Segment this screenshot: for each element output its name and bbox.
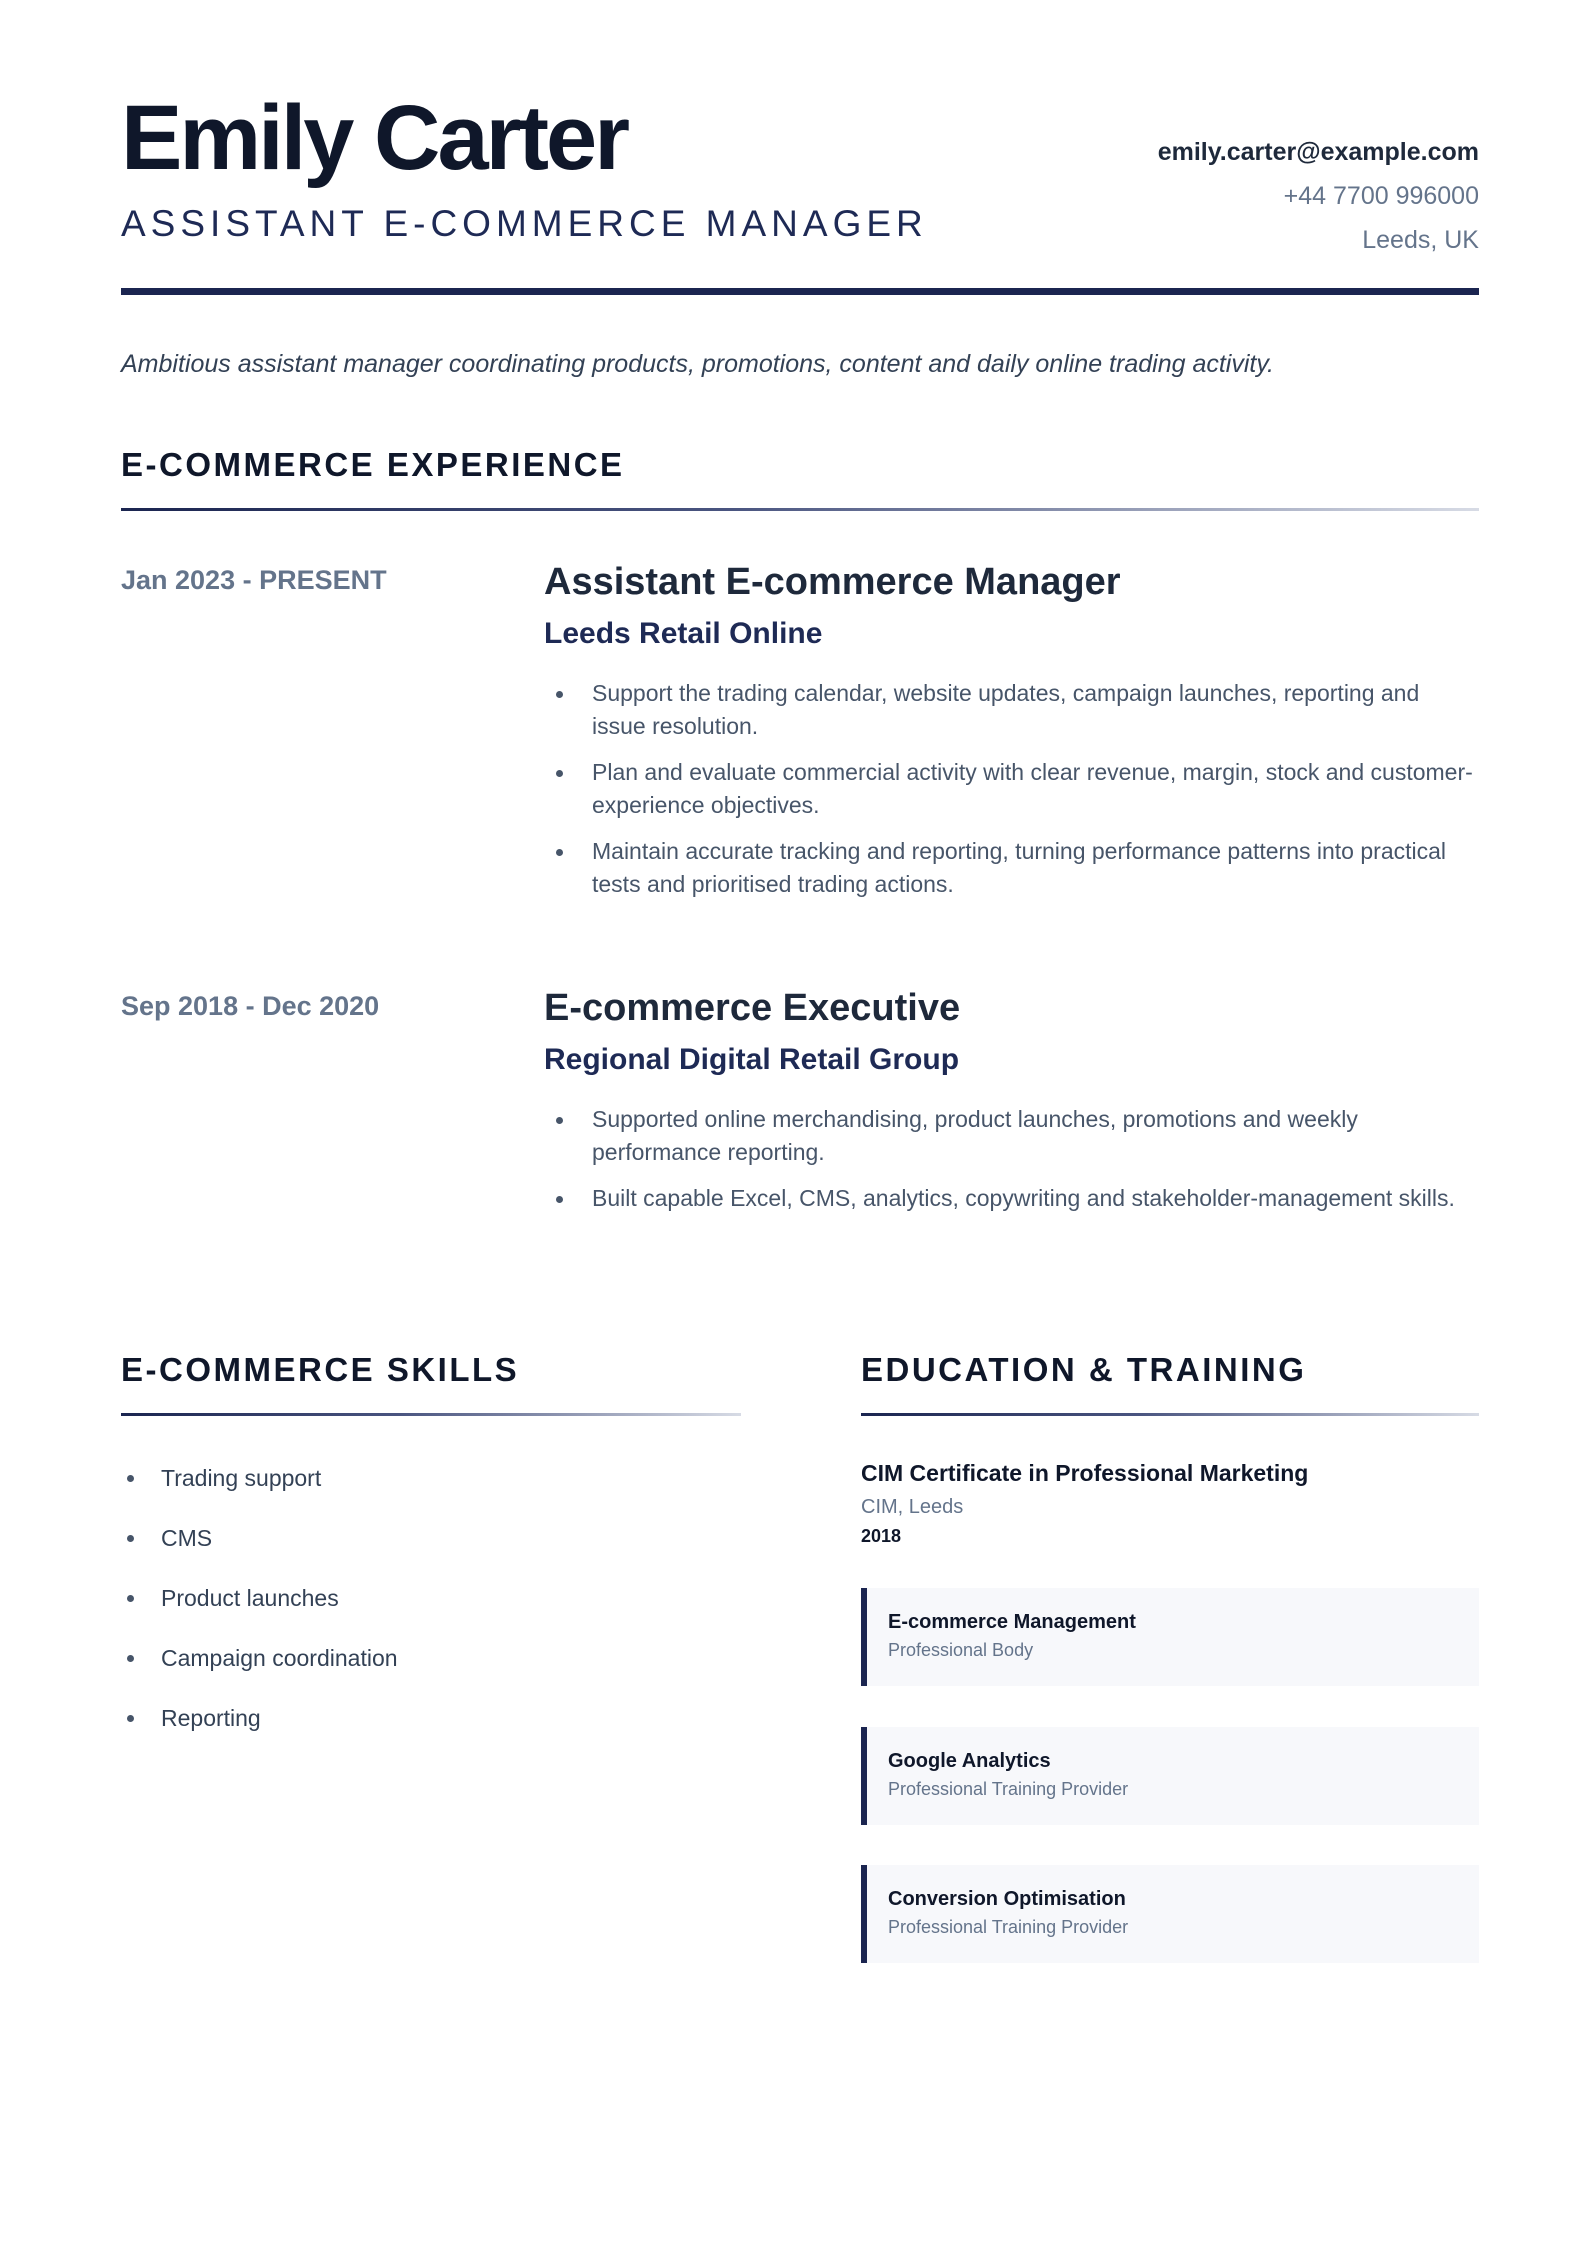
skill-label: CMS (161, 1525, 213, 1551)
job-details (544, 987, 1479, 1228)
list-item (544, 756, 1479, 822)
training-title: E-commerce Management (888, 1611, 1136, 1633)
job-bullets (544, 677, 1479, 901)
bullet-text: Plan and evaluate commercial activity with clear revenue, margin, stock and customer-experience objectives. (592, 759, 1473, 818)
skill-label: Reporting (161, 1705, 261, 1731)
contact-block (1158, 130, 1479, 262)
list-item (121, 1462, 741, 1522)
list-item (121, 1702, 741, 1762)
list-item (544, 1182, 1479, 1215)
header-divider (121, 288, 1479, 295)
experience-divider (121, 508, 1479, 511)
skills-list (121, 1462, 741, 1762)
job-bullets (544, 1103, 1479, 1215)
bullet-icon (556, 1117, 563, 1124)
bullet-icon (127, 1595, 134, 1602)
bullet-icon (127, 1715, 134, 1722)
education-heading: EDUCATION & TRAINING (861, 1351, 1307, 1388)
skill-label: Product launches (161, 1585, 339, 1611)
list-item (121, 1642, 741, 1702)
skill-label: Trading support (161, 1465, 322, 1491)
training-title: Conversion Optimisation (888, 1888, 1126, 1910)
job-role-title: ASSISTANT E-COMMERCE MANAGER (121, 203, 928, 244)
bullet-icon (127, 1535, 134, 1542)
profile-summary: Ambitious assistant manager coordinating products, promotions, content and daily online trading activity. (121, 350, 1274, 378)
list-item (544, 835, 1479, 901)
list-item (544, 1103, 1479, 1169)
training-card (861, 1727, 1479, 1825)
bullet-text: Support the trading calendar, website updates, campaign launches, reporting and issue resolution. (592, 680, 1420, 739)
bullet-text: Built capable Excel, CMS, analytics, copywriting and stakeholder-management skills. (592, 1185, 1455, 1211)
education-title: CIM Certificate in Professional Marketing (861, 1460, 1309, 1486)
education-divider (861, 1413, 1479, 1416)
resume-page (121, 0, 1479, 2246)
education-year: 2018 (861, 1526, 902, 1546)
candidate-name: Emily Carter (121, 87, 628, 189)
contact-email[interactable]: emily.carter@example.com (1157, 138, 1479, 166)
bullet-icon (127, 1655, 134, 1662)
education-entry (861, 1462, 1479, 1545)
job-company: Regional Digital Retail Group (544, 1043, 960, 1076)
skills-heading: E-COMMERCE SKILLS (121, 1351, 520, 1388)
job-title: E-commerce Executive (544, 987, 961, 1029)
bullet-icon (556, 770, 563, 777)
list-item (544, 677, 1479, 743)
list-item (121, 1582, 741, 1642)
training-title: Google Analytics (888, 1750, 1051, 1772)
job-dates: Sep 2018 - Dec 2020 (121, 991, 380, 1021)
bullet-icon (127, 1475, 134, 1482)
job-title: Assistant E-commerce Manager (544, 561, 1121, 603)
contact-location: Leeds, UK (1362, 226, 1479, 254)
training-card (861, 1865, 1479, 1963)
bullet-text: Maintain accurate tracking and reporting, turning performance patterns into practical tests and prioritised trading actions. (592, 838, 1447, 897)
training-card (861, 1588, 1479, 1686)
job-dates: Jan 2023 - PRESENT (121, 565, 387, 595)
skills-divider (121, 1413, 741, 1416)
list-item (121, 1522, 741, 1582)
education-org: CIM, Leeds (861, 1496, 964, 1518)
skill-label: Campaign coordination (161, 1645, 398, 1671)
job-details (544, 561, 1479, 914)
bullet-icon (556, 849, 563, 856)
training-org: Professional Body (888, 1640, 1034, 1660)
bullet-icon (556, 1196, 563, 1203)
training-org: Professional Training Provider (888, 1917, 1129, 1937)
contact-phone: +44 7700 996000 (1283, 182, 1479, 210)
training-org: Professional Training Provider (888, 1779, 1129, 1799)
job-company: Leeds Retail Online (544, 617, 823, 650)
experience-heading: E-COMMERCE EXPERIENCE (121, 446, 625, 483)
bullet-text: Supported online merchandising, product launches, promotions and weekly performance reporting. (592, 1106, 1358, 1165)
bullet-icon (556, 691, 563, 698)
